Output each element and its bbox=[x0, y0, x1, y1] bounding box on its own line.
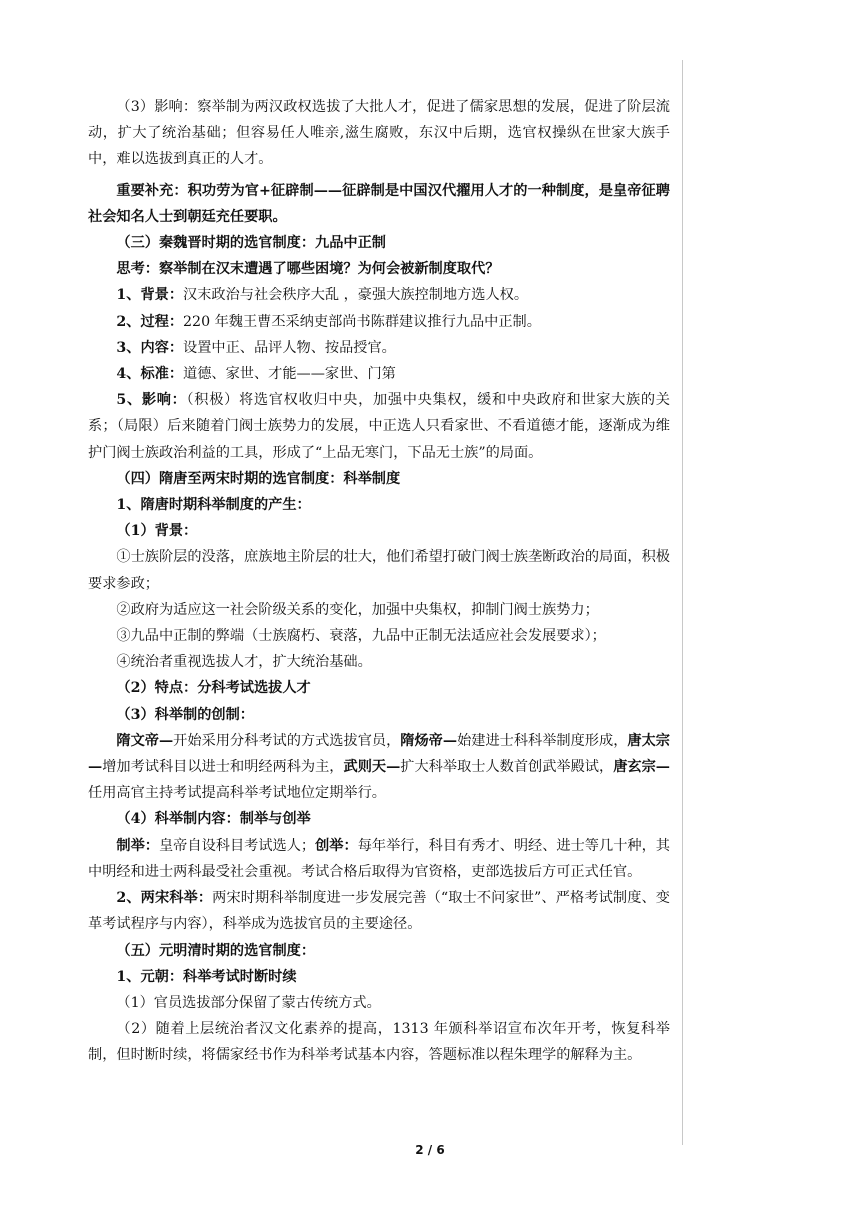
label: 2、过程： bbox=[116, 313, 184, 330]
paragraph: 思考：察举制在汉末遭遇了哪些困境？为何会被新制度取代？ bbox=[116, 261, 500, 278]
paragraph bbox=[88, 728, 670, 807]
text: 汉末政治与社会秩序大乱 ，豪强大族控制地方选人权。 bbox=[183, 287, 529, 304]
subheading: （1）背景： bbox=[116, 523, 198, 540]
section-heading: （五）元明清时期的选官制度： bbox=[116, 942, 316, 959]
text: 任用高官主持考试提高科举考试地位定期举行。 bbox=[88, 785, 386, 802]
margin-line bbox=[682, 60, 683, 1145]
subheading: （2）特点：分科考试选拔人才 bbox=[116, 680, 311, 697]
section-heading: （四）隋唐至两宋时期的选官制度：科举制度 bbox=[116, 470, 401, 487]
text: （积极）将选官权收归中央，加强中央集权，缓和中央政府和世家大族的关系；（局限）后来随着门阀士族势力的发展，中正选人只看家世、不看道德才能，逐渐成为维护门阀士族政治利益的工具，形成了“上品无寒门，下品无士族”的局面。 bbox=[88, 392, 670, 461]
label: 制举： bbox=[116, 837, 159, 854]
text: 道德、家世、才能——家世、门第 bbox=[183, 366, 396, 383]
paragraph bbox=[88, 833, 670, 885]
label: 武则天— bbox=[343, 759, 401, 776]
paragraph: ①士族阶层的没落，庶族地主阶层的壮大，他们希望打破门阀士族垄断政治的局面，积极要求参政； bbox=[88, 549, 670, 592]
subheading: 1、隋唐时期科举制度的产生： bbox=[116, 497, 311, 514]
page-body bbox=[88, 94, 670, 1069]
paragraph bbox=[88, 387, 670, 466]
paragraph bbox=[88, 282, 670, 308]
page-number: 2 / 6 bbox=[415, 1143, 445, 1157]
label: 3、内容： bbox=[116, 339, 184, 356]
paragraph: （1）官员选拔部分保留了蒙古传统方式。 bbox=[116, 994, 381, 1011]
text: 增加考试科目以进士和明经两科为主， bbox=[102, 759, 344, 776]
paragraph: （2）随着上层统治者汉文化素养的提高，1313 年颁科举诏宣布次年开考，恢复科举制，但时断时续，将儒家经书作为科举考试基本内容，答题标准以程朱理学的解释为主。 bbox=[88, 1021, 670, 1064]
label: 4、标准： bbox=[116, 366, 184, 383]
paragraph: （3）影响：察举制为两汉政权选拔了大批人才，促进了儒家思想的发展，促进了阶层流动，扩大了统治基础；但容易任人唯亲,滋生腐败，东汉中后期，选官权操纵在世家大族手中，难以选拔到真正的人才。 bbox=[88, 99, 670, 168]
section-heading: （三）秦魏晋时期的选官制度：九品中正制 bbox=[116, 235, 386, 252]
label: 唐玄宗— bbox=[613, 759, 670, 776]
label: 创举： bbox=[315, 837, 358, 854]
label: 唐太宗— bbox=[88, 732, 670, 776]
text: 皇帝自设科目考试选人； bbox=[158, 837, 316, 854]
paragraph: ③九品中正制的弊端（士族腐朽、衰落，九品中正制无法适应社会发展要求）； bbox=[116, 628, 606, 645]
label: 隋文帝— bbox=[116, 732, 174, 749]
text: 扩大科举取士人数首创武举殿试， bbox=[400, 759, 614, 776]
subheading: 1、元朝：科举考试时断时续 bbox=[116, 968, 297, 985]
subheading: （3）科举制的创制： bbox=[116, 706, 254, 723]
text: 两宋时期科举制度进一步发展完善（“取士不问家世”、严格考试制度、变革考试程序与内容），科举成为选拔官员的主要途径。 bbox=[88, 890, 670, 933]
text: 每年举行，科目有秀才、明经、进士等几十种，其中明经和进士两科最受社会重视。考试合格后取得为官资格，吏部选拔后方可正式任官。 bbox=[88, 837, 670, 880]
label: 2、两宋科举： bbox=[116, 890, 213, 907]
label: 1、背景： bbox=[116, 287, 184, 304]
paragraph bbox=[88, 335, 670, 361]
paragraph bbox=[88, 309, 670, 335]
label: 隋炀帝— bbox=[400, 732, 458, 749]
text: 始建进士科科举制度形成， bbox=[457, 732, 628, 749]
paragraph: 重要补充：积功劳为官+征辟制——征辟制是中国汉代擢用人才的一种制度，是皇帝征聘社会知名人士到朝廷充任要职。 bbox=[88, 182, 670, 225]
paragraph: ②政府为适应这一社会阶级关系的变化，加强中央集权，抑制门阀士族势力； bbox=[116, 601, 599, 618]
text: 设置中正、品评人物、按品授官。 bbox=[183, 339, 396, 356]
subheading: （4）科举制内容：制举与创举 bbox=[116, 811, 311, 828]
label: 5、影响： bbox=[116, 392, 187, 409]
paragraph: ④统治者重视选拔人才，扩大统治基础。 bbox=[116, 654, 372, 671]
text: 220 年魏王曹丕采纳吏部尚书陈群建议推行九品中正制。 bbox=[183, 313, 541, 330]
paragraph bbox=[88, 361, 670, 387]
text: 开始采用分科考试的方式选拔官员， bbox=[173, 732, 401, 749]
paragraph bbox=[88, 885, 670, 937]
